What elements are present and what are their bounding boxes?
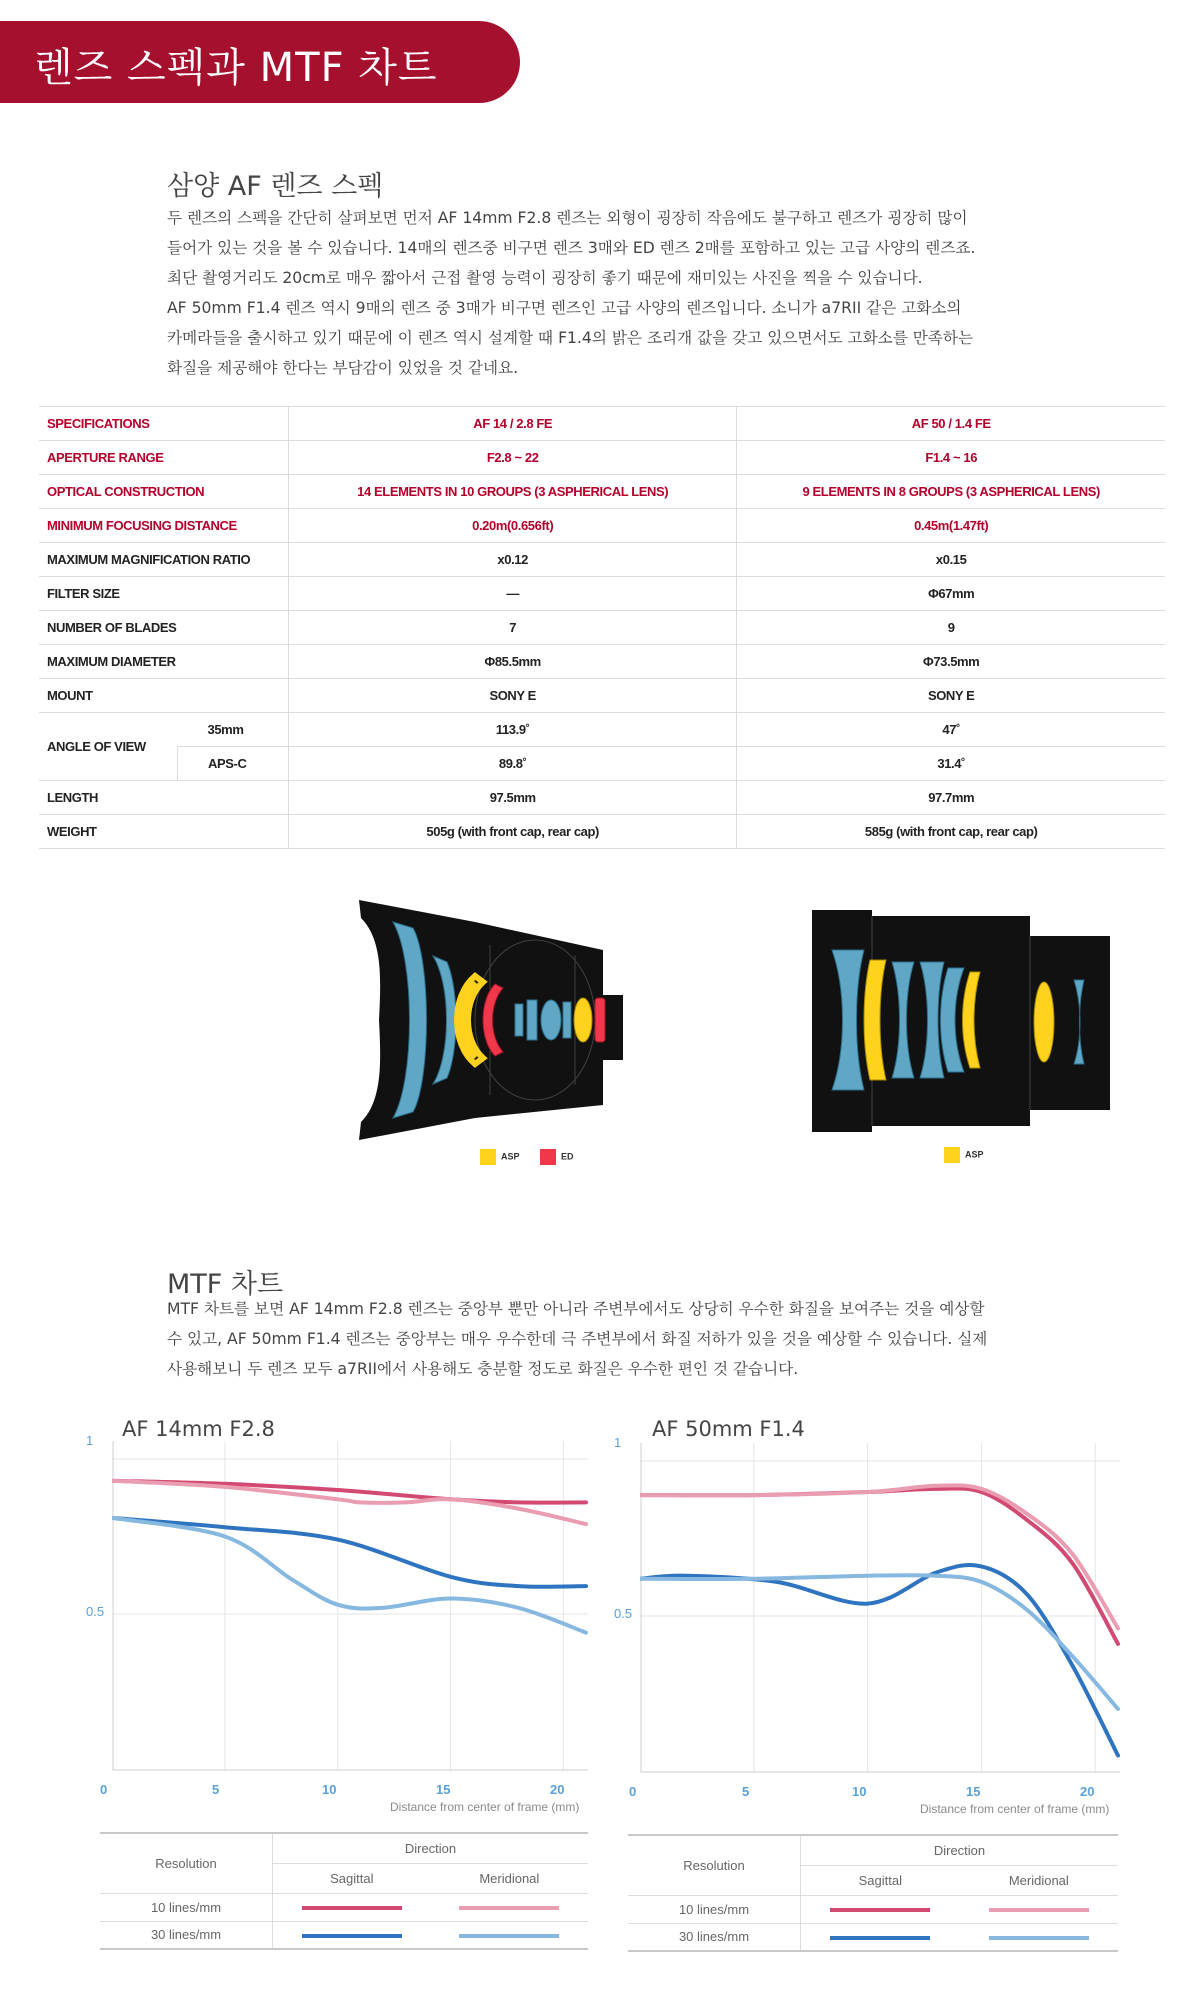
mtf-legend-50mm [628, 1834, 1118, 1952]
x-tick-label: 15 [436, 1782, 451, 1797]
legend-asp-label: ASP [965, 1149, 984, 1160]
spec-value-b: 97.7mm [737, 781, 1165, 815]
legend-sagittal-header: Sagittal [858, 1872, 902, 1888]
legend-sample-30-sagittal [302, 1934, 402, 1938]
text-line: 두 렌즈의 스펙을 간단히 살펴보면 먼저 AF 14mm F2.8 렌즈는 외형이 굉장히 작음에도 불구하고 렌즈가 굉장히 많이 [167, 209, 968, 227]
x-axis-label: Distance from center of frame (mm) [390, 1800, 580, 1814]
spec-intro-paragraph [167, 203, 1037, 383]
spec-value-b: 0.45m(1.47ft) [737, 509, 1165, 543]
spec-value-b: SONY E [737, 679, 1165, 713]
y-tick-label: 1 [614, 1435, 622, 1450]
x-tick-label: 15 [966, 1784, 981, 1799]
x-tick-label: 0 [100, 1782, 108, 1797]
x-tick-label: 10 [852, 1784, 867, 1799]
spec-value-a: 89.8˚ [289, 747, 737, 781]
text-line: 수 있고, AF 50mm F1.4 렌즈는 중앙부는 매우 우수한데 극 주변부에서 화질 저하가 있을 것을 예상할 수 있습니다. 실제 [167, 1330, 988, 1348]
legend-sample-10-meridional [989, 1908, 1089, 1912]
spec-value-a: 0.20m(0.656ft) [289, 509, 737, 543]
spec-value-a: x0.12 [289, 543, 737, 577]
header-banner [0, 21, 520, 103]
spec-row [39, 577, 1165, 611]
spec-value-b: 585g (with front cap, rear cap) [737, 815, 1165, 849]
legend-asp [944, 1147, 984, 1163]
x-tick-label: 10 [322, 1782, 337, 1797]
legend-meridional-header: Meridional [1008, 1872, 1069, 1888]
lens-legend-50mm [944, 1147, 1002, 1163]
text-line: 카메라들을 출시하고 있기 때문에 이 렌즈 역시 설계할 때 F1.4의 밝은 조리개 값을 갖고 있으면서도 고화소를 만족하는 [167, 329, 974, 347]
spec-label: MAXIMUM MAGNIFICATION RATIO [39, 543, 289, 577]
spec-value-a: 113.9˚ [289, 713, 737, 747]
legend-row-label: 10 lines/mm [628, 1895, 801, 1923]
spec-value-a: F2.8 ~ 22 [289, 441, 737, 475]
legend-asp [480, 1149, 520, 1165]
legend-sample-10-sagittal [830, 1908, 930, 1912]
spec-table [39, 406, 1165, 849]
lens-diagram-50mm [812, 910, 1122, 1132]
spec-row [39, 781, 1165, 815]
x-tick-label: 20 [550, 1782, 565, 1797]
legend-ed [540, 1149, 574, 1165]
y-tick-label: 0.5 [614, 1606, 633, 1621]
legend-row-label: 10 lines/mm [100, 1893, 273, 1921]
spec-section-title: 삼양 AF 렌즈 스펙 [167, 171, 384, 202]
spec-label: MAXIMUM DIAMETER [39, 645, 289, 679]
text-line: 들어가 있는 것을 볼 수 있습니다. 14매의 렌즈중 비구면 렌즈 3매와 ED 렌즈 2매를 포함하고 있는 고급 사양의 렌즈죠. [167, 239, 976, 257]
spec-label: ANGLE OF VIEW [39, 713, 178, 781]
x-tick-label: 0 [629, 1784, 637, 1799]
spec-value-a: SONY E [289, 679, 737, 713]
spec-row [39, 475, 1165, 509]
spec-sublabel: APS-C [178, 747, 289, 781]
legend-asp-label: ASP [501, 1151, 520, 1162]
legend-sample-30-meridional [989, 1936, 1089, 1940]
lens-legend-14mm [480, 1149, 592, 1165]
text-line: 화질을 제공해야 한다는 부담감이 있었을 것 같네요. [167, 359, 519, 377]
mtf-chart-14mm [112, 1441, 588, 1771]
legend-row-label: 30 lines/mm [100, 1921, 273, 1949]
y-tick-label: 0.5 [86, 1604, 105, 1619]
spec-label: MINIMUM FOCUSING DISTANCE [39, 509, 289, 543]
spec-value-b: 31.4˚ [737, 747, 1165, 781]
x-tick-label: 5 [742, 1784, 750, 1799]
lens-diagram-14mm [355, 900, 665, 1140]
legend-row-label: 30 lines/mm [628, 1923, 801, 1951]
spec-header-lens-a: AF 14 / 2.8 FE [289, 407, 737, 441]
spec-value-b: F1.4 ~ 16 [737, 441, 1165, 475]
legend-sample-30-sagittal [830, 1936, 930, 1940]
spec-value-a: 505g (with front cap, rear cap) [289, 815, 737, 849]
spec-value-a: Φ85.5mm [289, 645, 737, 679]
mtf-series-line [640, 1575, 1118, 1709]
mtf-section-title: MTF 차트 [167, 1269, 284, 1300]
spec-header-lens-b: AF 50 / 1.4 FE [737, 407, 1165, 441]
mtf-chart-title: AF 14mm F2.8 [122, 1417, 275, 1441]
spec-label: OPTICAL CONSTRUCTION [39, 475, 289, 509]
legend-sagittal-header: Sagittal [330, 1870, 374, 1886]
legend-sample-10-meridional [459, 1906, 559, 1910]
spec-value-b: 47˚ [737, 713, 1165, 747]
spec-header-label: SPECIFICATIONS [39, 407, 289, 441]
spec-row [39, 645, 1165, 679]
spec-row [39, 509, 1165, 543]
legend-resolution-header: Resolution [100, 1833, 273, 1893]
spec-header-row [39, 407, 1165, 441]
spec-value-b: x0.15 [737, 543, 1165, 577]
spec-value-a: 97.5mm [289, 781, 737, 815]
spec-label: FILTER SIZE [39, 577, 289, 611]
spec-value-a: 7 [289, 611, 737, 645]
y-tick-label: 1 [86, 1433, 94, 1448]
asp-swatch [944, 1147, 960, 1163]
text-line: 사용해보니 두 렌즈 모두 a7RII에서 사용해도 충분할 정도로 화질은 우수한 편인 것 같습니다. [167, 1360, 799, 1378]
spec-value-b: 9 ELEMENTS IN 8 GROUPS (3 ASPHERICAL LENS) [737, 475, 1165, 509]
x-tick-label: 20 [1080, 1784, 1095, 1799]
asp-swatch [480, 1149, 496, 1165]
spec-value-b: 9 [737, 611, 1165, 645]
mtf-series-line [112, 1518, 586, 1633]
x-tick-label: 5 [212, 1782, 220, 1797]
text-line: MTF 차트를 보면 AF 14mm F2.8 렌즈는 중앙부 뿐만 아니라 주변부에서도 상당히 우수한 화질을 보여주는 것을 예상할 [167, 1300, 985, 1318]
mtf-legend-14mm [100, 1832, 588, 1950]
spec-label: MOUNT [39, 679, 289, 713]
text-line: 최단 촬영거리도 20cm로 매우 짧아서 근접 촬영 능력이 굉장히 좋기 때문에 재미있는 사진을 찍을 수 있습니다. [167, 269, 923, 287]
legend-sample-30-meridional [459, 1934, 559, 1938]
spec-row [39, 713, 1165, 747]
spec-row [39, 679, 1165, 713]
spec-row [39, 747, 1165, 781]
spec-value-b: Φ73.5mm [737, 645, 1165, 679]
legend-ed-label: ED [561, 1151, 574, 1162]
legend-resolution-header: Resolution [628, 1835, 801, 1895]
spec-row [39, 815, 1165, 849]
spec-label: WEIGHT [39, 815, 289, 849]
spec-row [39, 441, 1165, 475]
text-line: AF 50mm F1.4 렌즈 역시 9매의 렌즈 중 3매가 비구면 렌즈인 고급 사양의 렌즈입니다. 소니가 a7RII 같은 고화소의 [167, 299, 962, 317]
spec-value-a: 14 ELEMENTS IN 10 GROUPS (3 ASPHERICAL LENS) [289, 475, 737, 509]
spec-label: LENGTH [39, 781, 289, 815]
legend-direction-header: Direction [404, 1840, 457, 1856]
mtf-series-line [640, 1565, 1118, 1756]
x-axis-label: Distance from center of frame (mm) [920, 1802, 1110, 1816]
spec-row [39, 543, 1165, 577]
mtf-chart-50mm [640, 1443, 1120, 1773]
spec-label: NUMBER OF BLADES [39, 611, 289, 645]
spec-sublabel: 35mm [178, 713, 289, 747]
legend-meridional-header: Meridional [479, 1870, 540, 1886]
mtf-series-line [640, 1485, 1118, 1628]
banner-title: 렌즈 스펙과 MTF 차트 [34, 45, 438, 91]
spec-value-a: — [289, 577, 737, 611]
spec-label: APERTURE RANGE [39, 441, 289, 475]
legend-direction-header: Direction [933, 1842, 986, 1858]
spec-row [39, 611, 1165, 645]
mtf-intro-paragraph [167, 1294, 1047, 1384]
ed-swatch [540, 1149, 556, 1165]
legend-sample-10-sagittal [302, 1906, 402, 1910]
mtf-chart-title: AF 50mm F1.4 [652, 1417, 805, 1441]
spec-value-b: Φ67mm [737, 577, 1165, 611]
